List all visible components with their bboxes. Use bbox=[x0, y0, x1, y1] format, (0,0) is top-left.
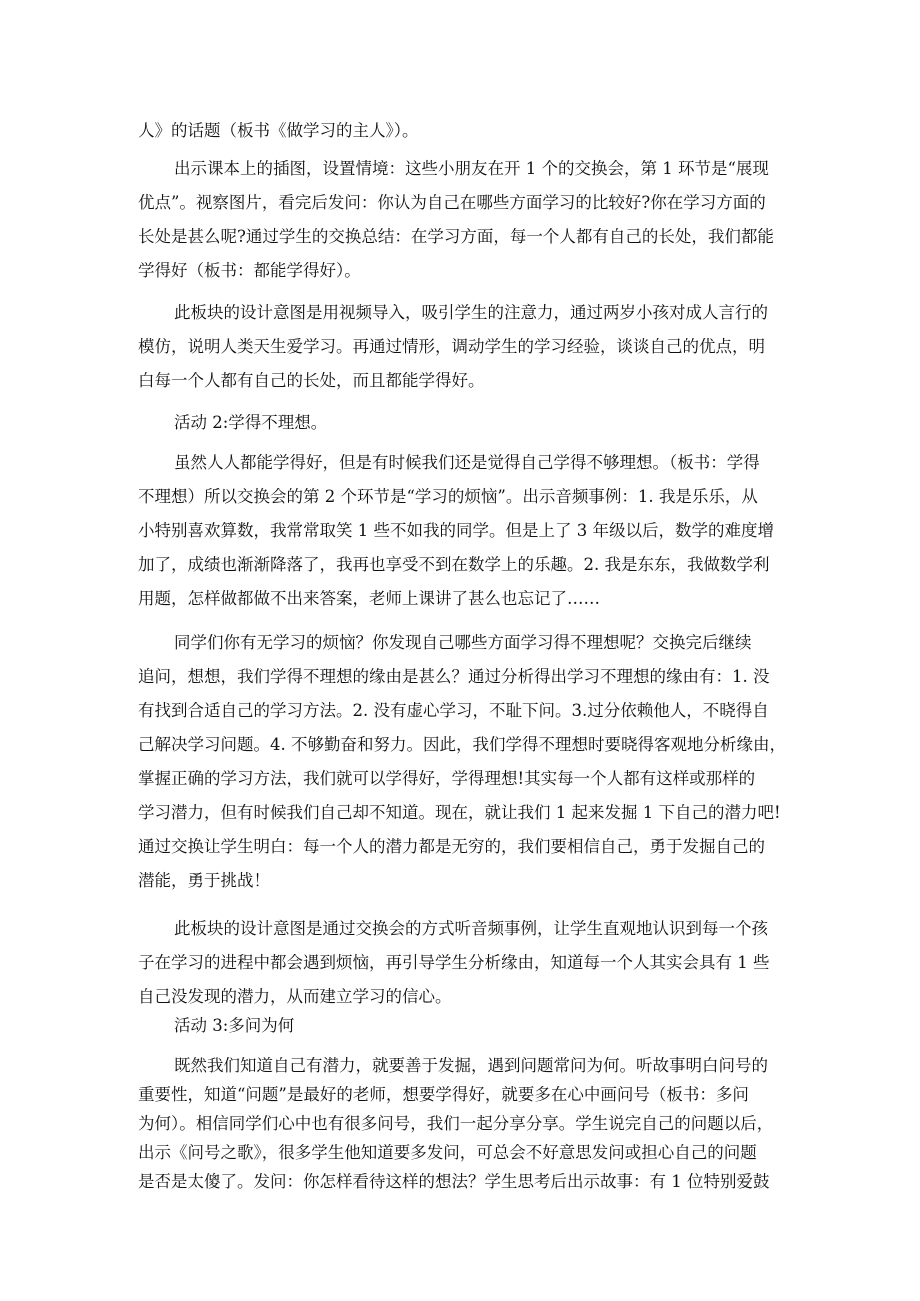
text-line: 通过交换让学生明白：每一个人的潜力都是无穷的，我们要相信自己，勇于发掘自己的 bbox=[138, 837, 765, 856]
text-line: 出示《问号之歌》，很多学生他知道要多发问，可总会不好意思发问或担心自己的问题 bbox=[138, 1143, 757, 1162]
text-line: 长处是甚么呢?通过学生的交换总结：在学习方面，每一个人都有自己的长处，我们都能 bbox=[138, 227, 774, 246]
text-line: 不理想）所以交换会的第 2 个环节是“学习的烦恼”。出示音频事例：1. 我是乐乐，从 bbox=[138, 487, 758, 506]
paragraph-1 bbox=[138, 114, 788, 148]
paragraph-7 bbox=[138, 912, 788, 1014]
paragraph-6 bbox=[138, 626, 788, 898]
text-line: 重要性，知道“问题”是最好的老师，想要学得好，就要多在心中画问号（板书：多问 bbox=[138, 1085, 749, 1104]
text-line: 此板块的设计意图是通过交换会的方式听音频事例，让学生直观地认识到每一个孩 bbox=[174, 919, 768, 938]
text-line: 是否是太傻了。发问：你怎样看待这样的想法？学生思考后出示故事：有 1 位特别爱鼓 bbox=[138, 1172, 770, 1191]
text-line: 人》的话题（板书《做学习的主人》）。 bbox=[138, 121, 419, 140]
text-line: 己解决学习问题。4. 不够勤奋和努力。因此，我们学得不理想时要晓得客观地分析缘由， bbox=[138, 735, 786, 754]
activity-heading-3 bbox=[138, 1009, 788, 1043]
text-line: 既然我们知道自己有潜力，就要善于发掘，遇到问题常问为何。听故事明白问号的 bbox=[174, 1056, 768, 1075]
text-line: 潜能，勇于挑战！ bbox=[138, 871, 270, 890]
text-line: 同学们你有无学习的烦恼？你发现自己哪些方面学习得不理想呢？交换完后继续 bbox=[174, 633, 752, 652]
text-line: 虽然人人都能学得好，但是有时候我们还是觉得自己学得不够理想。（板书：学得 bbox=[174, 453, 760, 472]
text-line: 子在学习的进程中都会遇到烦恼，再引导学生分析缘由，知道每一个人其实会具有 1 些 bbox=[138, 953, 770, 972]
text-line: 出示课本上的插图，设置情境：这些小朋友在开 1 个的交换会，第 1 环节是“展现 bbox=[174, 159, 769, 178]
text-line: 白每一个人都有自己的长处，而且都能学得好。 bbox=[138, 371, 485, 390]
text-line: 自己没发现的潜力，从而建立学习的信心。 bbox=[138, 987, 452, 1006]
text-line: 加了，成绩也渐渐降落了，我再也享受不到在数学上的乐趣。2. 我是东东，我做数学利 bbox=[138, 555, 770, 574]
paragraph-5 bbox=[138, 446, 788, 616]
paragraph-9 bbox=[138, 1051, 788, 1196]
text-line: 为何）。相信同学们心中也有很多问号，我们一起分享分享。学生说完自己的问题以后， bbox=[138, 1114, 774, 1133]
activity-heading-2 bbox=[138, 406, 788, 440]
text-line: 此板块的设计意图是用视频导入，吸引学生的注意力，通过两岁小孩对成人言行的 bbox=[174, 303, 768, 322]
text-line: 掌握正确的学习方法，我们就可以学得好，学得理想!其实每一个人都有这样或那样的 bbox=[138, 769, 756, 788]
text-line: 追问，想想，我们学得不理想的缘由是甚么？通过分析得出学习不理想的缘由有：1. 没 bbox=[138, 667, 770, 686]
paragraph-3 bbox=[138, 296, 788, 398]
section-heading: 活动 3:多问为何 bbox=[174, 1016, 295, 1035]
text-line: 优点”。视察图片，看完后发问：你认为自己在哪些方面学习的比较好?你在学习方面的 bbox=[138, 193, 766, 212]
text-line: 用题，怎样做都做不出来答案，老师上课讲了甚么也忘记了…… bbox=[138, 589, 600, 608]
paragraph-2 bbox=[138, 152, 788, 288]
text-line: 有找到合适自己的学习方法。2. 没有虚心学习，不耻下问。3.过分依赖他人，不晓得自 bbox=[138, 701, 769, 720]
text-line: 小特别喜欢算数，我常常取笑 1 些不如我的同学。但是上了 3 年级以后，数学的难度增 bbox=[138, 521, 774, 540]
text-line: 学得好（板书：都能学得好）。 bbox=[138, 261, 361, 280]
text-line: 模仿，说明人类天生爱学习。再通过情形，调动学生的学习经验，谈谈自己的优点，明 bbox=[138, 337, 765, 356]
section-heading: 活动 2:学得不理想。 bbox=[174, 413, 328, 432]
text-line: 学习潜力，但有时候我们自己却不知道。现在，就让我们 1 起来发掘 1 下自己的潜力吧! bbox=[138, 803, 781, 822]
